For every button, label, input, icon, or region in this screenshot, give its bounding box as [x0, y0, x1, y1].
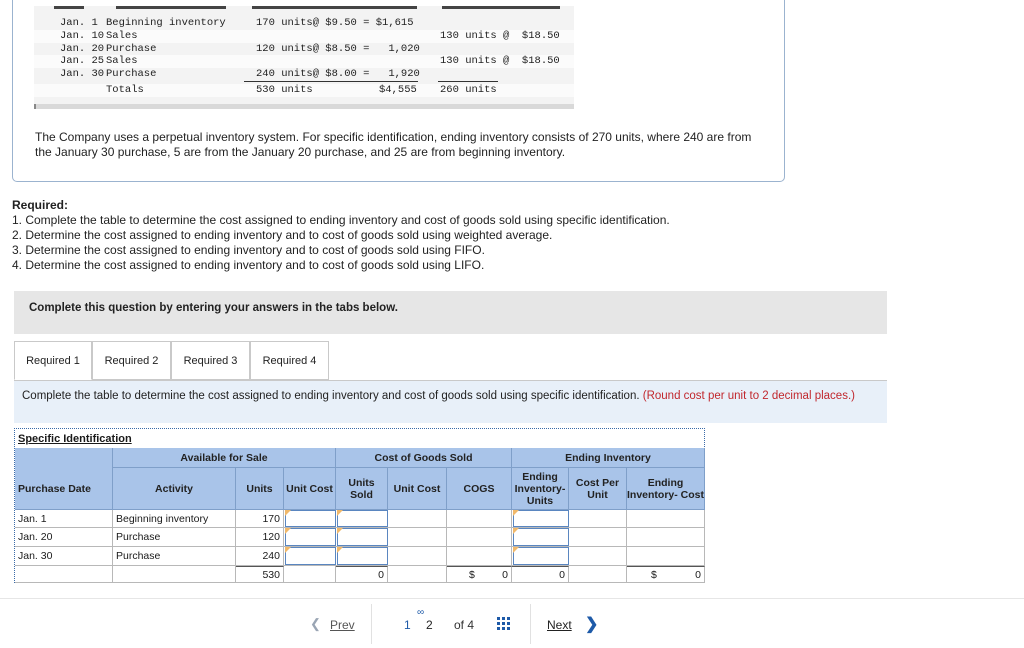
row-cogs — [447, 547, 512, 566]
header-ending-cost: Ending Inventory- Cost — [627, 468, 705, 510]
row-activity: Purchase — [113, 528, 236, 547]
row-cost-per-unit — [569, 510, 627, 528]
ledger-totals-row — [34, 84, 574, 97]
required-list — [12, 198, 670, 273]
totals-unit-cost — [284, 566, 336, 583]
row-cogs-unit-cost — [388, 510, 447, 528]
header-cost-per-unit: Cost Per Unit — [569, 468, 627, 510]
row-date: Jan. 30 — [15, 547, 113, 566]
next-label: Next — [547, 618, 572, 632]
ending-units-input[interactable] — [513, 510, 569, 527]
header-units: Units — [236, 468, 284, 510]
required-heading: Required: — [12, 198, 69, 212]
row-units: 240 — [236, 547, 284, 566]
header-activity: Activity — [113, 468, 236, 510]
totals-ending-units: 0 — [512, 566, 569, 583]
row-cost-per-unit — [569, 528, 627, 547]
unit-cost-input[interactable] — [285, 547, 336, 565]
totals-date — [15, 566, 113, 583]
row-cogs-unit-cost — [388, 547, 447, 566]
row-units: 170 — [236, 510, 284, 528]
row-ending-cost — [627, 528, 705, 547]
cogs-total: 0 — [502, 568, 508, 581]
row-units: 120 — [236, 528, 284, 547]
required-item: 4. Determine the cost assigned to ending inventory and to cost of goods sold using LIFO. — [12, 258, 485, 272]
units-sold-input[interactable] — [337, 547, 388, 565]
ledger-activity: Purchase — [106, 43, 157, 55]
ledger-totals-cost: $4,555 — [379, 84, 417, 96]
prev-button[interactable] — [296, 604, 372, 644]
next-button[interactable] — [530, 604, 610, 644]
ledger-row — [34, 55, 574, 68]
ledger-header-cut — [116, 6, 226, 9]
ledger-activity: Purchase — [106, 68, 157, 80]
table-title: Specific Identification — [18, 433, 132, 445]
ledger-underline — [244, 81, 418, 82]
ledger-acquisition: 120 units@ $8.50 = 1,020 — [256, 43, 420, 55]
rounding-note: (Round cost per unit to 2 decimal places.) — [642, 390, 855, 402]
required-item: 2. Determine the cost assigned to ending inventory and to cost of goods sold using weighted average. — [12, 228, 553, 242]
ledger-header-cut — [252, 6, 417, 9]
ledger-underline — [438, 81, 498, 82]
row-activity: Beginning inventory — [113, 510, 236, 528]
header-available-for-sale: Available for Sale — [113, 448, 336, 468]
header-cogs-unit-cost: Unit Cost — [388, 468, 447, 510]
chevron-right-icon: ❯ — [585, 616, 599, 633]
row-cost-per-unit — [569, 547, 627, 566]
row-ending-cost — [627, 510, 705, 528]
header-purchase-date: Purchase Date — [15, 468, 113, 510]
footer-divider — [0, 598, 1024, 599]
link-icon: ∞ — [417, 607, 425, 618]
ledger-row — [34, 30, 574, 43]
ledger-row — [34, 68, 574, 81]
cogs-currency: $ — [469, 568, 475, 581]
ending-cost-total: 0 — [695, 568, 701, 581]
row-date: Jan. 20 — [15, 528, 113, 547]
inventory-ledger — [34, 6, 574, 105]
totals-units-sold: 0 — [336, 566, 388, 583]
row-cogs-unit-cost — [388, 528, 447, 547]
row-cogs — [447, 528, 512, 547]
ending-units-input[interactable] — [513, 528, 569, 546]
row-activity: Purchase — [113, 547, 236, 566]
page-2-button[interactable]: 2 — [426, 618, 433, 632]
ending-currency: $ — [651, 568, 657, 581]
ledger-activity: Sales — [106, 30, 138, 42]
ledger-date: Jan. 10 — [60, 30, 105, 42]
question-bar — [14, 380, 887, 423]
ledger-activity: Beginning inventory — [106, 17, 226, 29]
row-cogs — [447, 510, 512, 528]
ledger-date: Jan. 1 — [60, 17, 98, 29]
totals-cost-per-unit — [569, 566, 627, 583]
required-item: 1. Complete the table to determine the cost assigned to ending inventory and cost of goods sold using specific identification. — [12, 213, 670, 227]
ending-units-input[interactable] — [513, 547, 569, 565]
ledger-header-cut — [54, 6, 84, 9]
ledger-header-cut — [442, 6, 560, 9]
header-cogs: COGS — [447, 468, 512, 510]
totals-cogs — [447, 566, 512, 583]
ledger-acquisition: 240 units@ $8.00 = 1,920 — [256, 68, 420, 80]
page-1-button[interactable]: 1 — [404, 618, 411, 632]
ledger-totals-label: Totals — [106, 84, 144, 96]
ledger-date: Jan. 25 — [60, 55, 105, 67]
ledger-sales: 130 units @ $18.50 — [440, 55, 560, 67]
header-ending-inventory: Ending Inventory — [512, 448, 705, 468]
header-cost-of-goods-sold: Cost of Goods Sold — [336, 448, 512, 468]
ledger-totals-sold: 260 units — [440, 84, 497, 96]
tab-required-4[interactable]: Required 4 — [250, 341, 329, 380]
problem-intro: The Company uses a perpetual inventory system. For specific identification, ending inventory consists of 270 units, where 240 are from the January 30 purchase, 5 are from the January 20 purchase, and 25 are from beginning inventory. — [35, 130, 752, 159]
totals-cogs-unit-cost — [388, 566, 447, 583]
grid-icon[interactable] — [496, 616, 511, 631]
ledger-scrollbar[interactable] — [34, 104, 574, 109]
specific-identification-table — [14, 428, 705, 583]
page-count: of 4 — [454, 618, 475, 632]
required-item: 3. Determine the cost assigned to ending inventory and to cost of goods sold using FIFO. — [12, 243, 485, 257]
ledger-activity: Sales — [106, 55, 138, 67]
tab-required-1[interactable]: Required 1 — [14, 341, 92, 380]
totals-activity — [113, 566, 236, 583]
totals-units: 530 — [236, 566, 284, 583]
ledger-acquisition: 170 units@ $9.50 = $1,615 — [256, 17, 414, 29]
pager — [390, 604, 520, 644]
ledger-sales: 130 units @ $18.50 — [440, 30, 560, 42]
unit-cost-input[interactable] — [285, 528, 336, 546]
row-ending-cost — [627, 547, 705, 566]
ledger-totals-units: 530 units — [256, 84, 313, 96]
ledger-row — [34, 17, 574, 30]
header-blank — [15, 448, 113, 468]
ledger-date: Jan. 30 — [60, 68, 105, 80]
question-text — [22, 389, 872, 403]
instruction-text: Complete this question by entering your answers in the tabs below. — [29, 302, 398, 314]
units-sold-input[interactable] — [337, 528, 388, 546]
chevron-left-icon: ❮ — [310, 616, 321, 631]
totals-ending-cost — [627, 566, 705, 583]
instruction-bar — [14, 291, 887, 334]
units-sold-input[interactable] — [337, 510, 388, 527]
prev-label: Prev — [330, 618, 355, 632]
header-unit-cost: Unit Cost — [284, 468, 336, 510]
ledger-date: Jan. 20 — [60, 43, 105, 55]
tab-required-2[interactable]: Required 2 — [92, 341, 171, 380]
question-instruction: Complete the table to determine the cost assigned to ending inventory and cost of goods sold using specific identification. — [22, 390, 640, 402]
tab-required-3[interactable]: Required 3 — [171, 341, 250, 380]
header-ending-units: Ending Inventory- Units — [512, 468, 569, 510]
row-date: Jan. 1 — [15, 510, 113, 528]
unit-cost-input[interactable] — [285, 510, 336, 527]
header-units-sold: Units Sold — [336, 468, 388, 510]
